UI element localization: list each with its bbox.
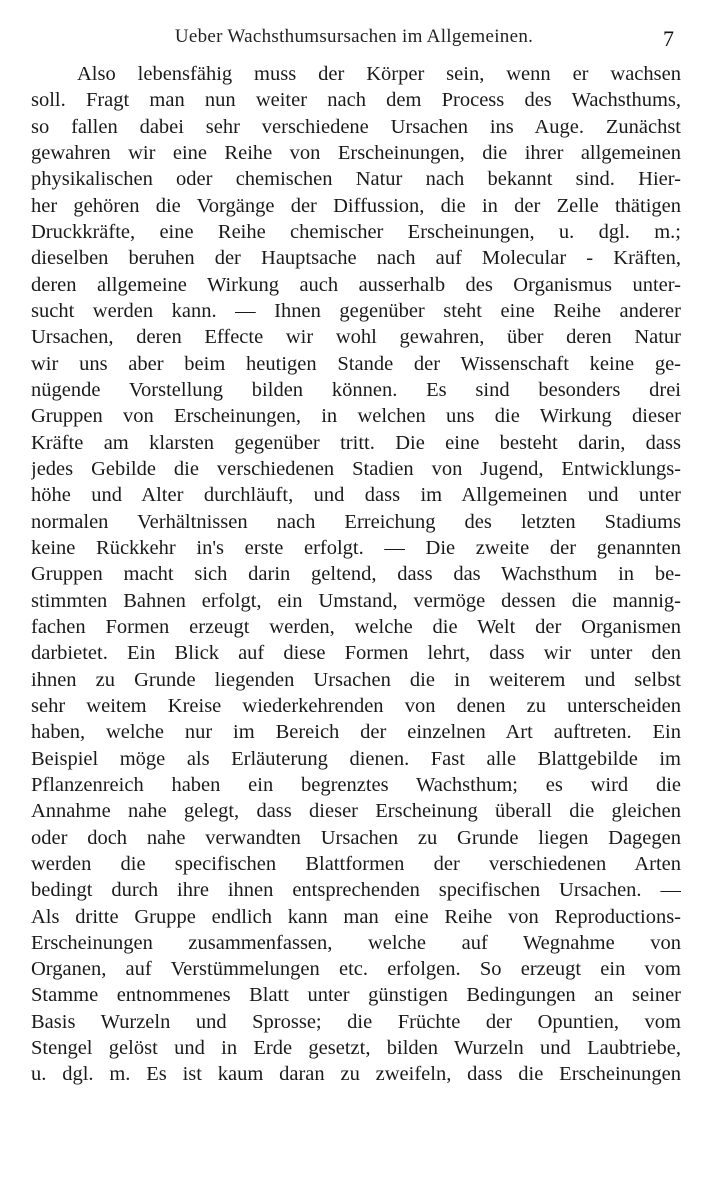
text-line: Organen, auf Verstümmelungen etc. erfolgen. So erzeugt ein vom xyxy=(31,958,681,981)
text-line: ihnen zu Grunde liegenden Ursachen die in weiterem und selbst xyxy=(31,668,681,691)
text-line: keine Rückkehr in's erste erfolgt. — Die zweite der genannten xyxy=(31,536,681,559)
text-line: Kräfte am klarsten gegenüber tritt. Die eine besteht darin, dass xyxy=(31,431,681,454)
text-line: sehr weitem Kreise wiederkehrenden von denen zu unterscheiden xyxy=(31,694,681,717)
body-text xyxy=(31,61,681,1088)
text-line: Annahme nahe gelegt, dass dieser Erscheinung überall die gleichen xyxy=(31,800,681,823)
text-line: Ursachen, deren Effecte wir wohl gewahren, über deren Natur xyxy=(31,326,681,349)
text-line: nügende Vorstellung bilden können. Es sind besonders drei xyxy=(31,378,681,401)
text-line: physikalischen oder chemischen Natur nach bekannt sind. Hier- xyxy=(31,168,681,191)
text-line: oder doch nahe verwandten Ursachen zu Grunde liegen Dagegen xyxy=(31,826,681,849)
text-line: deren allgemeine Wirkung auch ausserhalb des Organismus unter- xyxy=(31,273,681,296)
text-line: jedes Gebilde die verschiedenen Stadien von Jugend, Entwicklungs- xyxy=(31,457,681,480)
text-line: fachen Formen erzeugt werden, welche die Welt der Organismen xyxy=(31,615,681,638)
text-line: sucht werden kann. — Ihnen gegenüber steht eine Reihe anderer xyxy=(31,299,681,322)
text-line: stimmten Bahnen erfolgt, ein Umstand, vermöge dessen die mannig- xyxy=(31,589,681,612)
running-head xyxy=(34,26,674,56)
text-line: her gehören die Vorgänge der Diffussion, die in der Zelle thätigen xyxy=(31,194,681,217)
running-title: Ueber Wachsthumsursachen im Allgemeinen. xyxy=(174,26,534,47)
text-line: Stengel gelöst und in Erde gesetzt, bilden Wurzeln und Laubtriebe, xyxy=(31,1037,681,1060)
text-line: Stamme entnommenes Blatt unter günstigen Bedingungen an seiner xyxy=(31,984,681,1007)
text-line: gewahren wir eine Reihe von Erscheinungen, die ihrer allgemeinen xyxy=(31,141,681,164)
text-line: Also lebensfähig muss der Körper sein, wenn er wachsen xyxy=(77,63,681,85)
text-line: haben, welche nur im Bereich der einzelnen Art auftreten. Ein xyxy=(31,721,681,744)
text-line: Pflanzenreich haben ein begrenztes Wachsthum; es wird die xyxy=(31,773,681,796)
text-line: Als dritte Gruppe endlich kann man eine Reihe von Reproductions- xyxy=(31,905,681,928)
page-number: 7 xyxy=(663,26,674,51)
text-line: bedingt durch ihre ihnen entsprechenden specifischen Ursachen. — xyxy=(31,879,681,902)
text-line: Gruppen von Erscheinungen, in welchen uns die Wirkung dieser xyxy=(31,405,681,428)
text-line: soll. Fragt man nun weiter nach dem Process des Wachsthums, xyxy=(31,89,681,112)
text-line: werden die specifischen Blattformen der verschiedenen Arten xyxy=(31,852,681,875)
text-line: Beispiel möge als Erläuterung dienen. Fast alle Blattgebilde im xyxy=(31,747,681,770)
text-line: wir uns aber beim heutigen Stande der Wissenschaft keine ge- xyxy=(31,352,681,375)
text-line: Basis Wurzeln und Sprosse; die Früchte der Opuntien, vom xyxy=(31,1010,681,1033)
text-line: normalen Verhältnissen nach Erreichung des letzten Stadiums xyxy=(31,510,681,533)
text-line: so fallen dabei sehr verschiedene Ursachen ins Auge. Zunächst xyxy=(31,115,681,138)
text-line: Gruppen macht sich darin geltend, dass das Wachsthum in be- xyxy=(31,563,681,586)
text-line: Erscheinungen zusammenfassen, welche auf Wegnahme von xyxy=(31,931,681,954)
text-line: höhe und Alter durchläuft, und dass im Allgemeinen und unter xyxy=(31,484,681,507)
text-line: u. dgl. m. Es ist kaum daran zu zweifeln, dass die Erscheinungen xyxy=(31,1063,681,1086)
text-line: Druckkräfte, eine Reihe chemischer Erscheinungen, u. dgl. m.; xyxy=(31,220,681,243)
text-line: darbietet. Ein Blick auf diese Formen lehrt, dass wir unter den xyxy=(31,642,681,665)
text-line: dieselben beruhen der Hauptsache nach auf Molecular - Kräften, xyxy=(31,247,681,270)
